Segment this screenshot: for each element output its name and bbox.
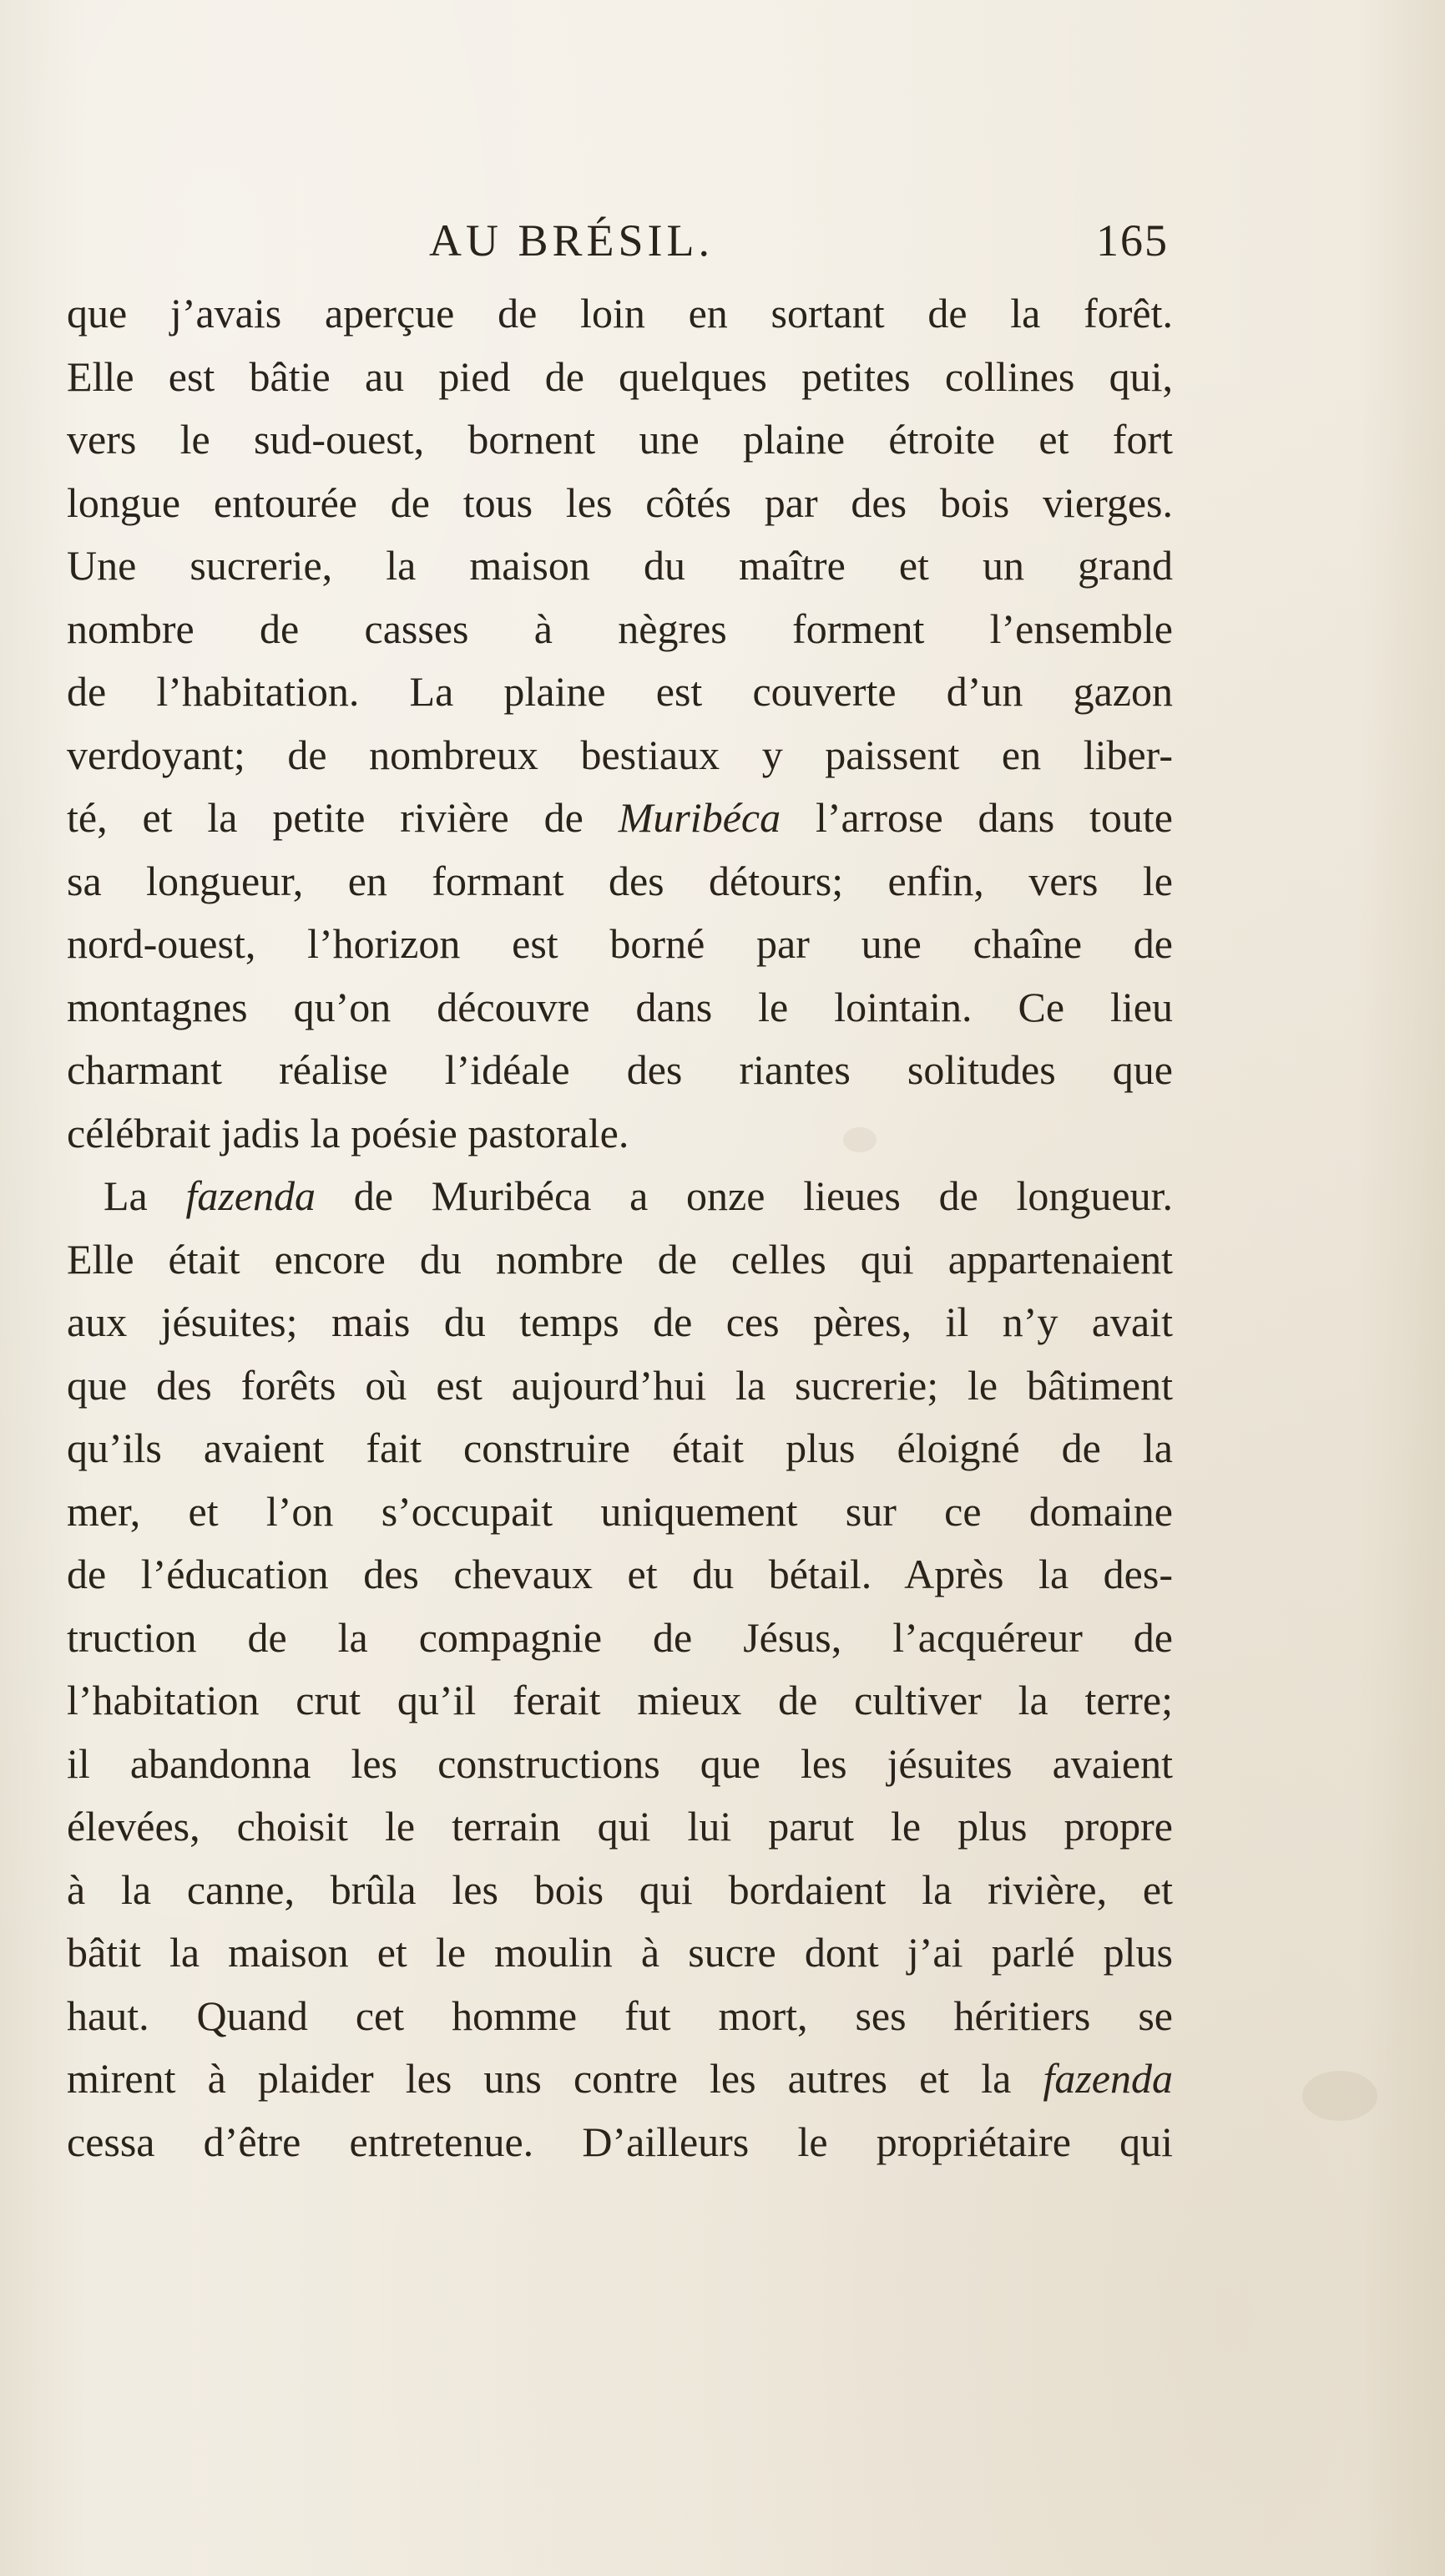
text-run: longue entourée de tous les côtés par des bois vierges. xyxy=(67,478,1173,526)
text-run: mirent à plaider les uns contre les autres et la xyxy=(67,2055,1043,2102)
running-title: AU BRÉSIL. xyxy=(429,215,715,266)
text-run: haut. Quand cet homme fut mort, ses héritiers se xyxy=(67,1991,1173,2039)
text-line xyxy=(67,1669,1173,1733)
text-run: Une sucrerie, la maison du maître et un grand xyxy=(67,542,1173,589)
text-run: qu’ils avaient fait construire était plus éloigné de la xyxy=(67,1425,1173,1471)
text-run: que des forêts où est aujourd’hui la sucrerie; le bâtiment xyxy=(67,1361,1173,1409)
text-line xyxy=(67,1921,1173,1985)
text-line xyxy=(67,724,1173,787)
text-line xyxy=(67,1859,1173,1922)
text-line xyxy=(67,534,1173,598)
text-run: nombre de casses à nègres forment l’ensemble xyxy=(67,605,1173,652)
text-line xyxy=(67,1607,1173,1670)
text-run: que j’avais aperçue de loin en sortant de la forêt. xyxy=(67,290,1173,337)
text-run: té, et la petite rivière de xyxy=(67,794,619,841)
text-line xyxy=(67,2111,1173,2174)
text-run: cessa d’être entretenue. D’ailleurs le propriétaire qui xyxy=(67,2118,1173,2165)
text-run: charmant réalise l’idéale des riantes solitudes que xyxy=(67,1046,1173,1093)
text-line xyxy=(67,913,1173,976)
text-run: bâtit la maison et le moulin à sucre dont j’ai parlé plus xyxy=(67,1929,1173,1976)
paper-stain xyxy=(1302,2071,1377,2121)
text-line xyxy=(67,1165,1173,1228)
text-run: aux jésuites; mais du temps de ces pères, il n’y avait xyxy=(67,1298,1173,1345)
text-run: de l’éducation des chevaux et du bétail. Après la des- xyxy=(67,1551,1173,1597)
italic-term: fazenda xyxy=(1043,2055,1173,2102)
text-run: il abandonna les constructions que les jésuites avaient xyxy=(67,1739,1173,1787)
text-line xyxy=(67,598,1173,661)
text-line xyxy=(67,787,1173,850)
text-run: verdoyant; de nombreux bestiaux y paissent en liber- xyxy=(67,731,1173,778)
text-run: élevées, choisit le terrain qui lui parut le plus propre xyxy=(67,1803,1173,1850)
body-text xyxy=(67,282,1173,2174)
text-line xyxy=(67,850,1173,913)
text-run: sa longueur, en formant des détours; enfin, vers le xyxy=(67,857,1173,904)
text-line xyxy=(67,1985,1173,2048)
text-line xyxy=(67,1354,1173,1418)
text-line xyxy=(67,346,1173,409)
text-run: l’habitation crut qu’il ferait mieux de cultiver la terre; xyxy=(67,1677,1173,1723)
text-run: truction de la compagnie de Jésus, l’acquéreur de xyxy=(67,1613,1173,1661)
text-line xyxy=(67,472,1173,535)
running-head xyxy=(67,207,1169,274)
text-line xyxy=(67,1733,1173,1796)
italic-term: Muribéca xyxy=(618,794,781,841)
text-run: Elle était encore du nombre de celles qui appartenaient xyxy=(67,1235,1173,1283)
text-line xyxy=(67,1228,1173,1292)
text-line xyxy=(67,1291,1173,1354)
text-line xyxy=(67,1102,1173,1166)
text-run: La xyxy=(104,1172,186,1219)
text-line xyxy=(67,660,1173,724)
text-line xyxy=(67,1543,1173,1607)
text-run: de Muribéca a onze lieues de longueur. xyxy=(316,1172,1173,1219)
text-line xyxy=(67,1417,1173,1480)
text-run: Elle est bâtie au pied de quelques petites collines qui, xyxy=(67,352,1173,400)
text-line xyxy=(67,1795,1173,1859)
text-run: vers le sud-ouest, bornent une plaine étroite et fort xyxy=(67,416,1173,463)
text-run: mer, et l’on s’occupait uniquement sur ce domaine xyxy=(67,1487,1173,1535)
text-line xyxy=(67,408,1173,472)
italic-term: fazenda xyxy=(185,1172,316,1219)
text-line xyxy=(67,1039,1173,1102)
text-run: l’arrose dans toute xyxy=(781,794,1173,841)
text-line xyxy=(67,1480,1173,1544)
text-run: célébrait jadis la poésie pastorale. xyxy=(67,1109,629,1156)
text-run: à la canne, brûla les bois qui bordaient la rivière, et xyxy=(67,1865,1173,1913)
text-line xyxy=(67,2047,1173,2111)
text-line xyxy=(67,282,1173,346)
text-run: de l’habitation. La plaine est couverte d’un gazon xyxy=(67,668,1173,715)
page-number: 165 xyxy=(1096,215,1169,266)
text-run: montagnes qu’on découvre dans le lointain. Ce lieu xyxy=(67,983,1173,1030)
text-line xyxy=(67,976,1173,1040)
text-run: nord-ouest, l’horizon est borné par une chaîne de xyxy=(67,920,1173,967)
